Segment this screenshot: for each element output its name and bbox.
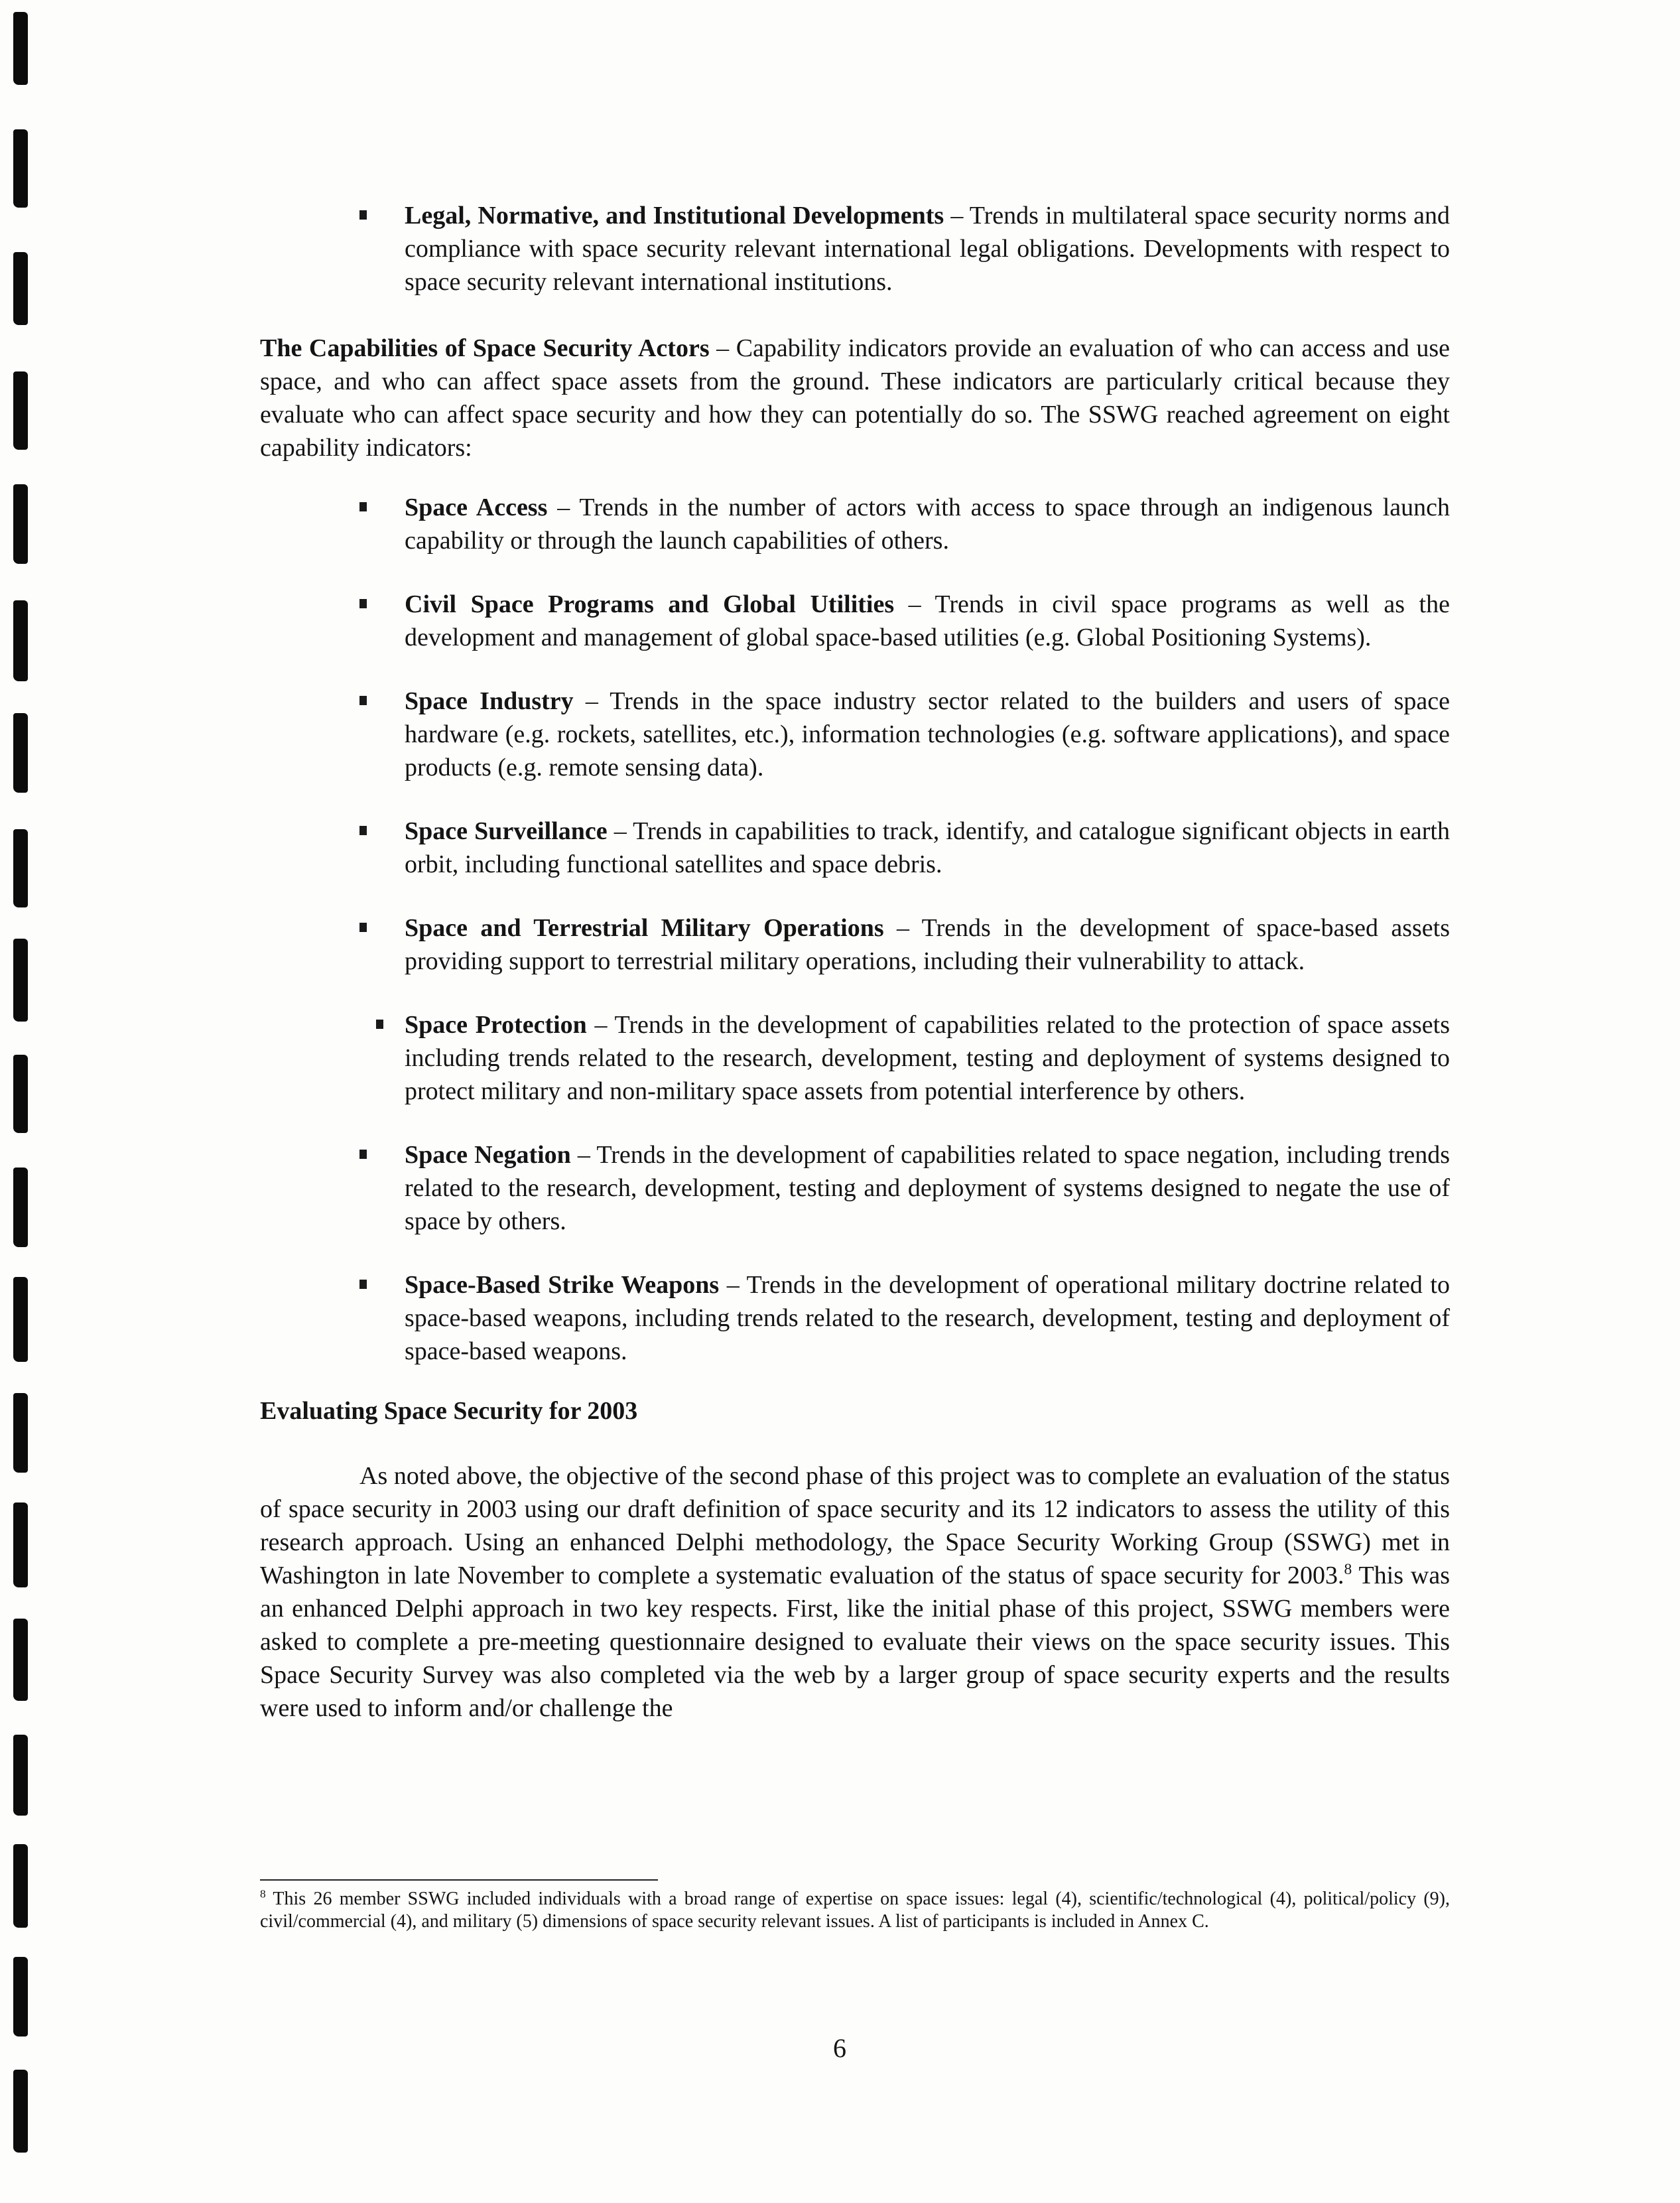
list-item — [260, 685, 1450, 784]
item-title: Space and Terrestrial Military Operations — [405, 914, 884, 942]
capabilities-paragraph — [260, 332, 1450, 464]
capability-indicator-list — [260, 491, 1450, 1368]
item-title: Legal, Normative, and Institutional Developments — [405, 202, 944, 230]
body-paragraph — [260, 1459, 1450, 1725]
footnote-separator — [260, 1879, 658, 1881]
binding-mark — [13, 1957, 28, 2036]
binding-mark — [13, 713, 28, 793]
item-title: Space Surveillance — [405, 817, 608, 845]
binding-mark — [13, 939, 28, 1022]
binding-mark — [13, 1619, 28, 1701]
binding-mark — [13, 1055, 28, 1133]
binding-mark — [13, 484, 28, 564]
binding-mark — [13, 1168, 28, 1247]
binding-mark — [13, 1735, 28, 1816]
footnote-reference[interactable]: 8 — [1344, 1560, 1352, 1578]
binding-mark — [13, 2070, 28, 2153]
list-item — [260, 815, 1450, 881]
square-bullet-icon — [359, 1280, 367, 1289]
list-item — [260, 1008, 1450, 1108]
item-text: – Trends in the development of operational military doctrine related to space-based weapons, including trends related to the research, development, testing and deployment of space-based weapons. — [405, 1271, 1450, 1365]
item-title: Space-Based Strike Weapons — [405, 1271, 720, 1299]
square-bullet-icon — [359, 696, 367, 705]
binding-mark — [13, 252, 28, 325]
list-item — [260, 491, 1450, 557]
square-bullet-icon — [359, 923, 367, 932]
list-item — [260, 911, 1450, 978]
footnote — [260, 1888, 1450, 1933]
item-title: Space Protection — [405, 1011, 587, 1039]
list-item — [260, 588, 1450, 654]
section-heading: Evaluating Space Security for 2003 — [260, 1397, 638, 1425]
main-content — [260, 199, 1450, 1725]
item-text: – Trends in the development of capabilities related to the protection of space assets including trends related to the research, development, testing and deployment of systems designed to protect military and non-military space assets from potential interference by others. — [405, 1011, 1450, 1105]
binding-mark — [13, 829, 28, 907]
top-bullet-list — [260, 199, 1450, 299]
binding-mark — [13, 12, 28, 85]
footnote-text: This 26 member SSWG included individuals with a broad range of expertise on space issues: legal (4), scientific/technological (4), political/policy (9), civil/commercial (4), and military (5) dimensions of space security relevant issues. A list of participants is included in Annex C. — [260, 1889, 1450, 1932]
list-item — [260, 199, 1450, 299]
item-text: – Trends in capabilities to track, identify, and catalogue significant objects in earth orbit, including functional satellites and space debris. — [405, 817, 1450, 878]
item-title: Space Negation — [405, 1141, 571, 1169]
binding-mark — [13, 1277, 28, 1362]
item-title: Space Industry — [405, 687, 574, 715]
capabilities-text: – Capability indicators provide an evaluation of who can access and use space, and who can affect space assets from the ground. These indicators are particularly critical because they evaluate who can affect space security and how they can potentially do so. The SSWG reached agreement on eight capability indicators: — [260, 334, 1450, 462]
square-bullet-icon — [359, 502, 367, 511]
item-text: – Trends in the development of space-based assets providing support to terrestrial military operations, including their vulnerability to attack. — [405, 914, 1451, 975]
binding-mark — [13, 1393, 28, 1473]
capabilities-title: The Capabilities of Space Security Actors — [260, 334, 710, 362]
item-text: – Trends in multilateral space security norms and compliance with space security relevant international legal obligations. Developments with respect to space security relevant international institutions. — [405, 202, 1450, 296]
item-text: – Trends in civil space programs as well as the development and management of global space-based utilities (e.g. Global Positioning Systems). — [405, 590, 1450, 651]
binding-mark — [13, 1502, 28, 1587]
page-number: 6 — [833, 2033, 846, 2063]
list-item — [260, 1268, 1450, 1368]
square-bullet-icon — [359, 599, 367, 608]
square-bullet-icon — [359, 1150, 367, 1159]
binding-mark — [13, 1844, 28, 1928]
item-text: – Trends in the development of capabilities related to space negation, including trends related to the research, development, testing and deployment of systems designed to negate the use of space by others. — [405, 1141, 1451, 1235]
binding-mark — [13, 129, 28, 208]
binding-marks — [11, 0, 37, 2203]
paragraph-text: As noted above, the objective of the second phase of this project was to complete an evaluation of the status of space security in 2003 using our draft definition of space security and its 12 indicators to assess the utility of this research approach. Using an enhanced Delphi methodology, the Space Security Working Group (SSWG) met in Washington in late November to complete a systematic evaluation of the status of space security for 2003. — [260, 1462, 1450, 1589]
list-item — [260, 1138, 1450, 1238]
item-title: Space Access — [405, 494, 548, 521]
square-bullet-icon — [376, 1020, 383, 1029]
binding-mark — [13, 371, 28, 450]
item-text: – Trends in the number of actors with access to space through an indigenous launch capability or through the launch capabilities of others. — [405, 494, 1450, 555]
footnote-marker: 8 — [260, 1887, 266, 1901]
item-title: Civil Space Programs and Global Utilities — [405, 590, 895, 618]
paragraph-text: This was an enhanced Delphi approach in two key respects. First, like the initial phase of this project, SSWG members were asked to complete a pre-meeting questionnaire designed to evaluate their views on the space security issues. This Space Security Survey was also completed via the web by a larger group of space security experts and the results were used to inform and/or challenge the — [260, 1562, 1450, 1722]
binding-mark — [13, 600, 28, 681]
item-text: – Trends in the space industry sector related to the builders and users of space hardware (e.g. rockets, satellites, etc.), information technologies (e.g. software applications), and space products (e.g. remote sensing data). — [405, 687, 1451, 781]
square-bullet-icon — [359, 210, 367, 220]
square-bullet-icon — [359, 826, 367, 835]
